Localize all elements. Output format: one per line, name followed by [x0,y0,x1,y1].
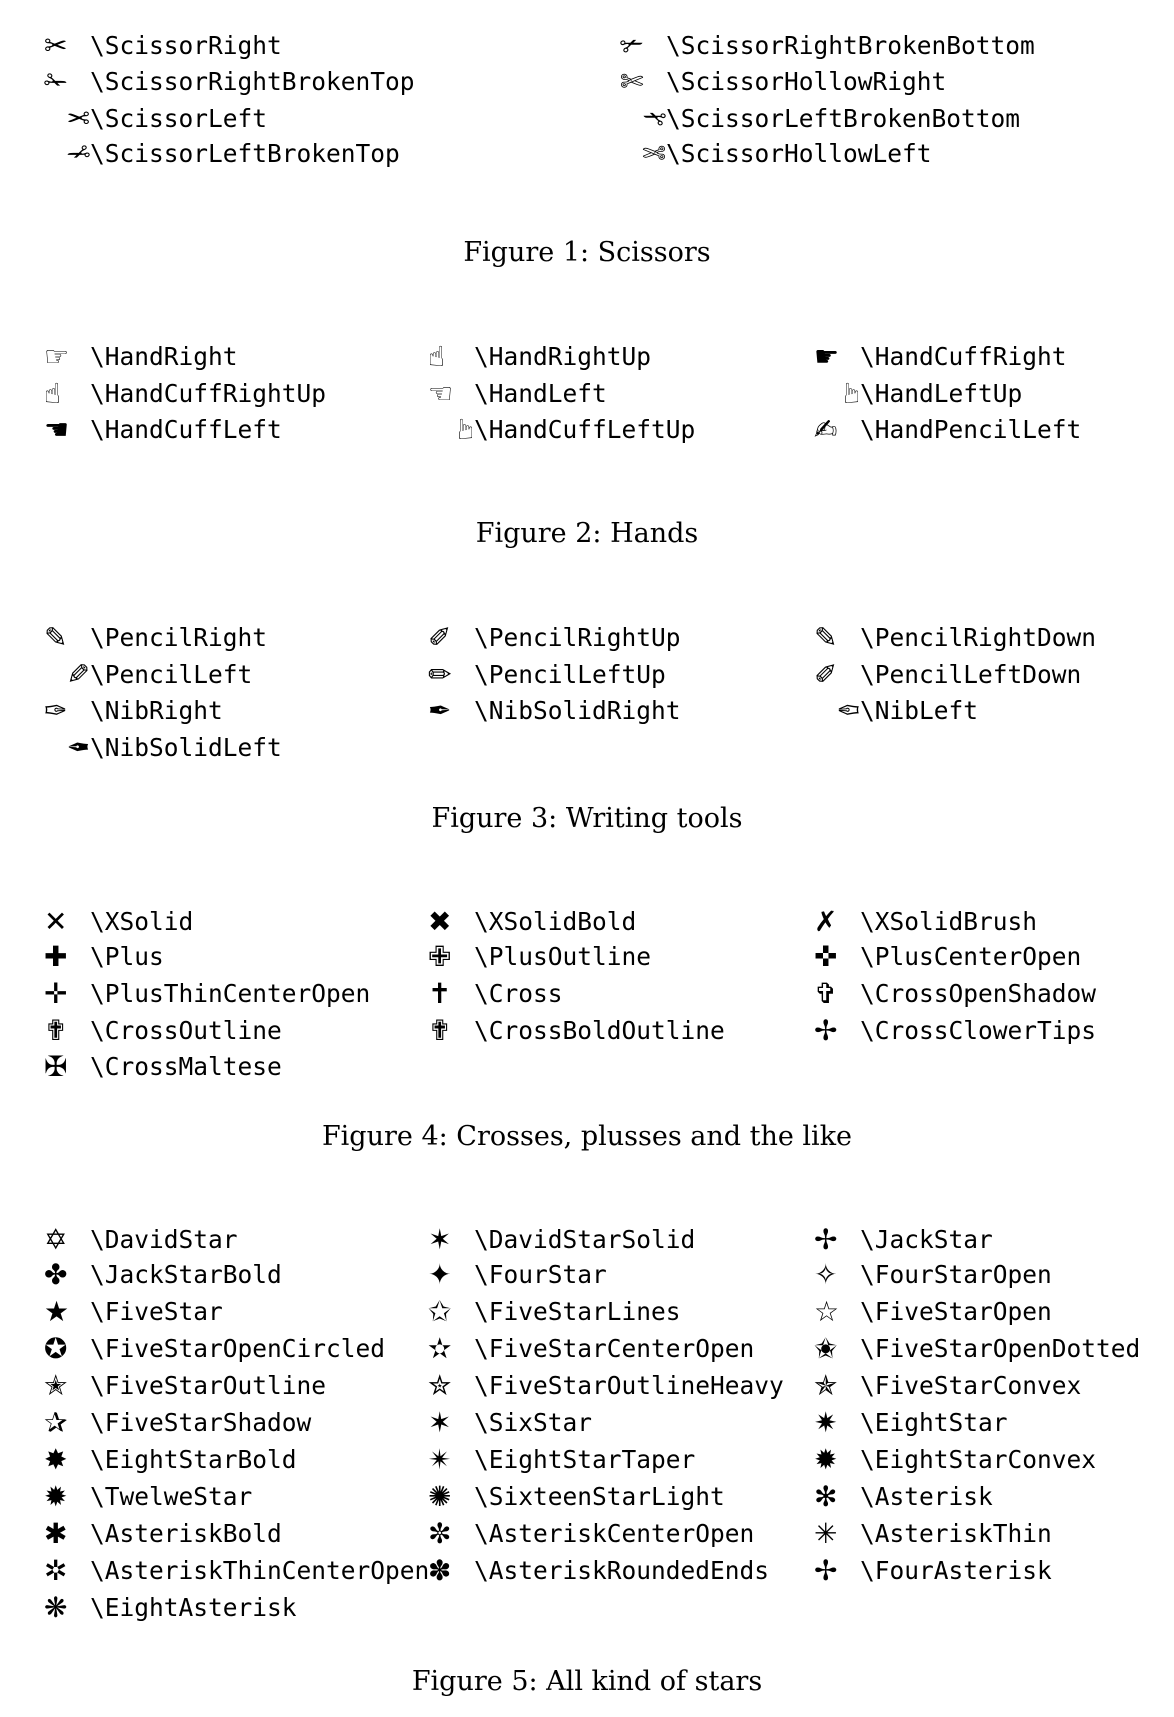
command-name: \FiveStarConvex [860,1371,1082,1400]
pencil-right-icon: ✎ [44,621,68,654]
pencil-left-down-icon: ✐ [814,658,838,691]
command-name: \FiveStarOpenCircled [90,1334,386,1363]
symbol-entry [814,621,1096,655]
symbol-entry [428,1332,754,1366]
jack-star-icon: ✢ [814,1223,838,1256]
plus-center-open-icon: ✜ [814,940,838,973]
command-name: \NibRight [90,696,223,725]
x-solid-bold-icon: ✖ [428,905,452,938]
command-name: \CrossOpenShadow [860,979,1097,1008]
hand-left-icon: ☜ [428,377,454,410]
command-name: \AsteriskThinCenterOpen [90,1556,430,1585]
symbol-entry [814,1332,1140,1366]
command-name: \EightStar [860,1408,1008,1437]
five-star-icon: ★ [44,1295,70,1328]
symbol-entry [814,1406,1008,1440]
symbol-entry [428,1443,695,1477]
symbol-entry [44,905,193,939]
scissor-right-icon: ✂ [44,29,68,62]
command-name: \XSolid [90,907,194,936]
command-name: \ScissorLeft [90,104,268,133]
symbol-entry [814,1554,1052,1588]
command-name: \AsteriskBold [90,1519,282,1548]
symbol-entry [620,102,1020,136]
command-name: \HandLeftUp [860,379,1023,408]
symbol-entry [428,1480,725,1514]
symbol-entry [44,658,252,692]
command-name: \EightAsterisk [90,1593,297,1622]
symbol-entry [428,340,651,374]
figure-caption: Figure 2: Hands [475,518,699,549]
symbol-entry [814,1443,1096,1477]
command-name: \Asterisk [860,1482,993,1511]
symbol-entry [44,1443,297,1477]
symbol-entry [44,340,238,374]
symbol-entry [44,1591,297,1625]
command-name: \CrossMaltese [90,1052,282,1081]
symbol-entry [814,377,1022,411]
symbol-entry [814,694,978,728]
symbol-entry [620,137,932,171]
plus-thin-center-open-icon: ✛ [44,977,68,1010]
symbol-entry [428,1406,592,1440]
asterisk-rounded-ends-icon: ✽ [428,1554,452,1587]
command-name: \TwelweStar [90,1482,253,1511]
hand-cuff-right-icon: ☛ [814,340,840,373]
command-name: \ScissorRightBrokenBottom [666,31,1035,60]
cross-outline-icon: ✟ [44,1014,68,1047]
command-name: \EightStarBold [90,1445,297,1474]
symbol-entry [44,694,223,728]
asterisk-thin-center-open-icon: ✲ [44,1554,68,1587]
eight-star-taper-icon: ✴ [428,1443,452,1476]
hand-cuff-left-icon: ☚ [44,413,70,446]
symbol-entry [428,977,563,1011]
hand-left-up-icon: ☝ [842,377,860,410]
command-name: \HandCuffLeft [90,415,282,444]
cross-icon: ✝ [428,977,452,1010]
pencil-left-icon: ✎ [66,658,90,691]
five-star-center-open-icon: ✫ [428,1332,452,1365]
pencil-right-down-icon: ✎ [814,621,838,654]
command-name: \FiveStarOpen [860,1297,1052,1326]
symbol-entry [44,1369,326,1403]
symbol-entry [428,377,607,411]
symbol-entry [44,1332,385,1366]
symbol-entry [814,413,1081,447]
five-star-shadow-icon: ✰ [44,1406,68,1439]
command-name: \PlusCenterOpen [860,942,1082,971]
command-name: \HandPencilLeft [860,415,1082,444]
command-name: \XSolidBrush [860,907,1038,936]
jack-star-bold-icon: ✤ [44,1258,68,1291]
command-name: \ScissorRight [90,31,282,60]
symbol-entry [44,1014,282,1048]
figure-caption: Figure 1: Scissors [463,237,711,268]
command-name: \ScissorLeftBrokenTop [90,139,400,168]
david-star-icon: ✡ [44,1223,68,1256]
asterisk-thin-icon: ✳ [814,1517,838,1550]
scissor-left-broken-bottom-icon: ✃ [642,102,666,135]
command-name: \PlusThinCenterOpen [90,979,371,1008]
command-name: \NibSolidLeft [90,733,282,762]
nib-solid-right-icon: ✒ [428,694,452,727]
symbol-entry [814,1480,993,1514]
four-star-icon: ✦ [428,1258,452,1291]
symbol-entry [620,65,946,99]
symbol-entry [428,1517,754,1551]
command-name: \CrossOutline [90,1016,282,1045]
command-name: \DavidStar [90,1225,238,1254]
command-name: \AsteriskRoundedEnds [474,1556,770,1585]
symbol-entry [44,1517,282,1551]
hand-right-icon: ☞ [44,340,70,373]
symbol-entry [814,977,1096,1011]
sixteen-star-light-icon: ✺ [428,1480,452,1513]
command-name: \PlusOutline [474,942,652,971]
five-star-outline-icon: ✭ [44,1369,68,1402]
command-name: \PencilRightUp [474,623,681,652]
hand-cuff-left-up-icon: ☝ [456,413,474,446]
scissor-left-broken-top-icon: ✁ [66,137,90,170]
command-name: \AsteriskCenterOpen [474,1519,755,1548]
symbol-entry [44,1406,311,1440]
symbol-entry [44,621,267,655]
x-solid-brush-icon: ✗ [814,905,838,938]
cross-open-shadow-icon: ✞ [814,977,838,1010]
symbol-entry [428,658,666,692]
asterisk-bold-icon: ✱ [44,1517,68,1550]
command-name: \HandCuffRight [860,342,1067,371]
hand-cuff-right-up-icon: ☝ [44,377,62,410]
command-name: \HandRight [90,342,238,371]
symbol-entry [44,1554,429,1588]
symbol-entry [44,102,267,136]
command-name: \FourStarOpen [860,1260,1052,1289]
command-name: \FiveStarLines [474,1297,681,1326]
symbol-entry [44,65,415,99]
command-name: \FiveStarOpenDotted [860,1334,1141,1363]
command-name: \PencilRight [90,623,268,652]
symbol-entry [428,413,695,447]
scissor-left-icon: ✂ [66,102,90,135]
five-star-outline-heavy-icon: ✮ [428,1369,452,1402]
command-name: \ScissorHollowRight [666,67,947,96]
symbol-entry [814,340,1067,374]
command-name: \SixteenStarLight [474,1482,725,1511]
symbol-entry [44,1480,252,1514]
command-name: \EightStarTaper [474,1445,696,1474]
eight-asterisk-icon: ❋ [44,1591,68,1624]
x-solid-icon: ✕ [44,905,68,938]
figure-caption: Figure 5: All kind of stars [411,1666,763,1697]
five-star-open-dotted-icon: ✬ [814,1332,838,1365]
nib-left-icon: ✑ [836,694,860,727]
nib-right-icon: ✑ [44,694,68,727]
figure-caption: Figure 3: Writing tools [431,803,743,834]
symbol-entry [428,1295,681,1329]
scissor-hollow-right-icon: ✄ [620,65,644,98]
symbol-entry [44,413,282,447]
cross-bold-outline-icon: ✟ [428,1014,452,1047]
command-name: \FourAsterisk [860,1556,1052,1585]
command-name: \NibLeft [860,696,979,725]
command-name: \FiveStarOutline [90,1371,327,1400]
symbol-entry [428,1014,725,1048]
command-name: \EightStarConvex [860,1445,1097,1474]
asterisk-icon: ✻ [814,1480,838,1513]
command-name: \AsteriskThin [860,1519,1052,1548]
command-name: \HandCuffLeftUp [474,415,696,444]
symbol-entry [814,940,1081,974]
symbol-entry [44,377,326,411]
five-star-lines-icon: ✩ [428,1295,452,1328]
symbol-entry [428,1369,784,1403]
symbol-entry [814,1223,993,1257]
pencil-left-up-icon: ✏ [428,658,452,691]
hand-pencil-left-icon: ✍ [814,413,838,446]
command-name: \NibSolidRight [474,696,681,725]
symbol-entry [44,731,282,765]
command-name: \ScissorRightBrokenTop [90,67,415,96]
symbol-entry [428,621,681,655]
command-name: \HandCuffRightUp [90,379,327,408]
command-name: \ScissorHollowLeft [666,139,932,168]
command-name: \HandRightUp [474,342,652,371]
symbol-entry [44,1258,282,1292]
command-name: \CrossClowerTips [860,1016,1097,1045]
symbol-entry [44,977,370,1011]
symbol-entry [44,1223,238,1257]
command-name: \HandLeft [474,379,607,408]
hand-right-up-icon: ☝ [428,340,446,373]
four-star-open-icon: ✧ [814,1258,838,1291]
symbol-entry [814,1014,1096,1048]
cross-clover-tips-icon: ✢ [814,1014,838,1047]
command-name: \FiveStarOutlineHeavy [474,1371,784,1400]
command-name: \FiveStar [90,1297,223,1326]
symbol-entry [428,905,636,939]
five-star-open-circled-icon: ✪ [44,1332,68,1365]
symbol-entry [44,940,164,974]
symbol-entry [814,1258,1052,1292]
command-name: \XSolidBold [474,907,637,936]
symbol-entry [44,1295,223,1329]
command-name: \PencilRightDown [860,623,1097,652]
command-name: \PencilLeftDown [860,660,1082,689]
symbol-entry [428,1223,695,1257]
symbol-entry [814,1517,1052,1551]
pencil-right-up-icon: ✐ [428,621,452,654]
symbol-entry [428,1554,769,1588]
five-star-convex-icon: ✯ [814,1369,838,1402]
command-name: \FourStar [474,1260,607,1289]
symbol-entry [428,694,681,728]
symbol-entry [814,1369,1081,1403]
command-name: \SixStar [474,1408,593,1437]
command-name: \Plus [90,942,164,971]
command-name: \PencilLeftUp [474,660,666,689]
scissor-right-broken-bottom-icon: ✃ [620,29,644,62]
twelve-star-icon: ✹ [44,1480,68,1513]
command-name: \JackStarBold [90,1260,282,1289]
symbol-entry [428,1258,607,1292]
symbol-entry [44,137,400,171]
command-name: \PencilLeft [90,660,253,689]
symbol-entry [814,905,1037,939]
nib-solid-left-icon: ✒ [66,731,90,764]
symbol-entry [620,29,1035,63]
scissor-right-broken-top-icon: ✁ [44,65,68,98]
symbol-entry [814,1295,1052,1329]
symbol-entry [44,29,282,63]
eight-star-icon: ✷ [814,1406,838,1439]
eight-star-convex-icon: ✹ [814,1443,838,1476]
plus-icon: ✚ [44,940,68,973]
command-name: \FiveStarCenterOpen [474,1334,755,1363]
command-name: \FiveStarShadow [90,1408,312,1437]
six-star-icon: ✶ [428,1406,452,1439]
symbol-entry [814,658,1081,692]
command-name: \ScissorLeftBrokenBottom [666,104,1021,133]
command-name: \DavidStarSolid [474,1225,696,1254]
symbol-entry [428,940,651,974]
five-star-open-icon: ☆ [814,1295,840,1328]
command-name: \JackStar [860,1225,993,1254]
asterisk-center-open-icon: ✼ [428,1517,452,1550]
command-name: \Cross [474,979,563,1008]
cross-maltese-icon: ✠ [44,1050,68,1083]
plus-outline-icon: ✙ [428,940,452,973]
four-asterisk-icon: ✢ [814,1554,838,1587]
command-name: \CrossBoldOutline [474,1016,725,1045]
david-star-solid-icon: ✶ [428,1223,452,1256]
figure-caption: Figure 4: Crosses, plusses and the like [321,1121,853,1152]
symbol-entry [44,1050,282,1084]
scissor-hollow-left-icon: ✄ [642,137,666,170]
eight-star-bold-icon: ✸ [44,1443,68,1476]
